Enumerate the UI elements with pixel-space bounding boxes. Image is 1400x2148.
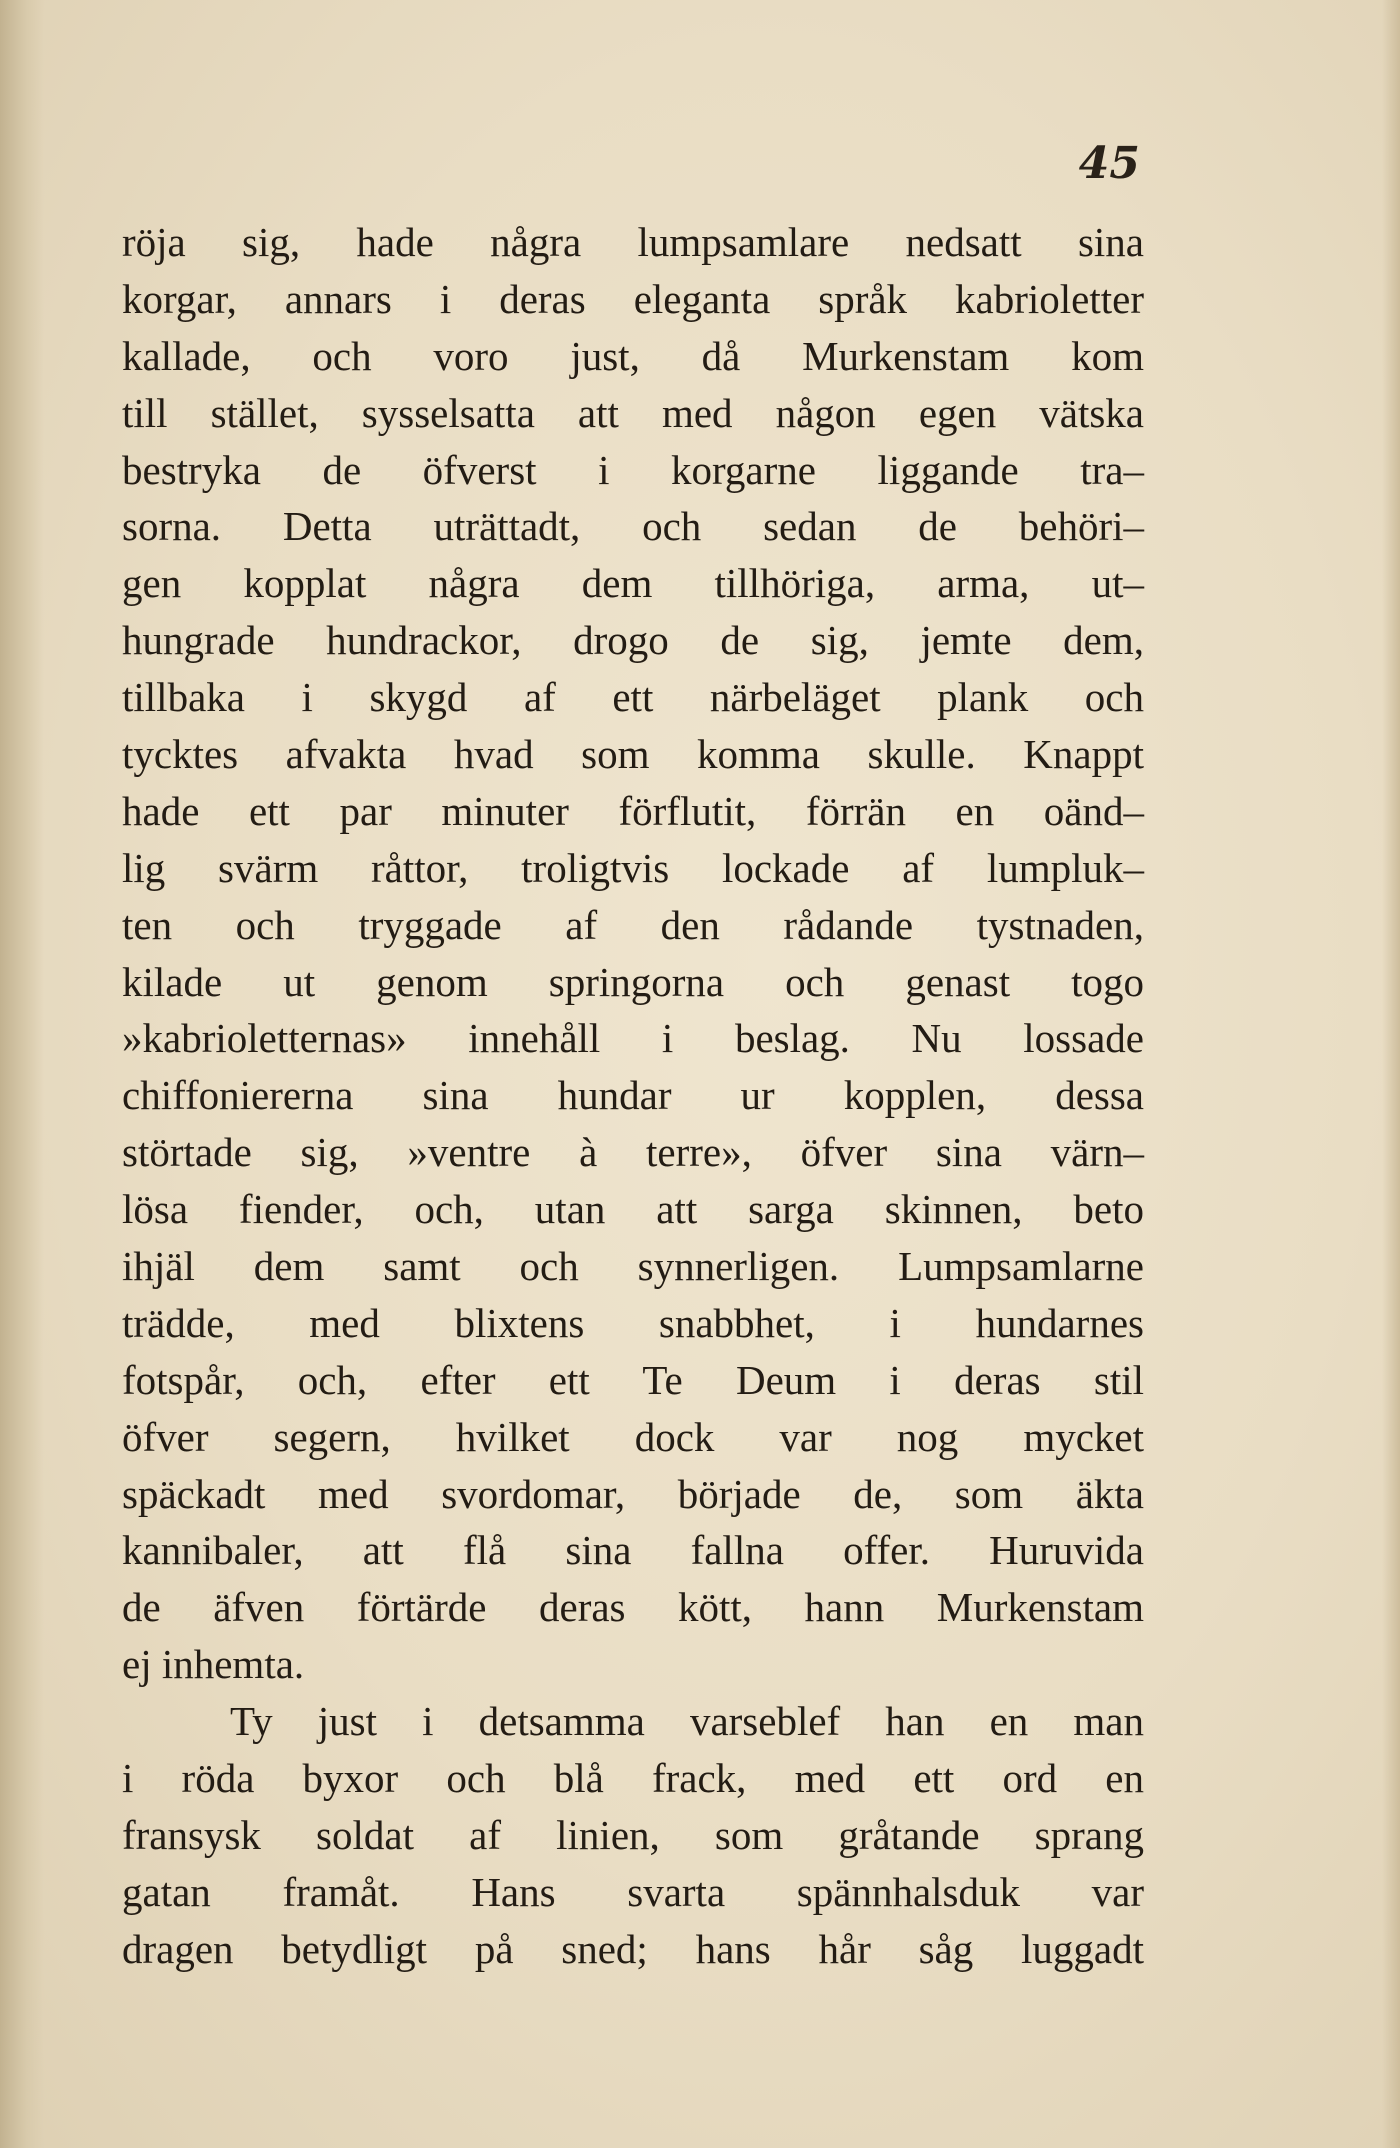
- text-line: chiffoniererna sina hundar ur kopplen, dessa: [122, 1072, 1144, 1119]
- text-line: i röda byxor och blå frack, med ett ord en: [122, 1755, 1144, 1802]
- body-text: [122, 214, 1144, 1978]
- text-line: hungrade hundrackor, drogo de sig, jemte dem,: [122, 617, 1144, 664]
- page-number: 45: [1078, 138, 1140, 189]
- text-line: bestryka de öfverst i korgarne liggande tra–: [122, 446, 1144, 493]
- text-line-paragraph-end: ej inhemta.: [122, 1641, 305, 1688]
- text-line: lig svärm råttor, troligtvis lockade af lumpluk–: [122, 844, 1144, 891]
- text-line: gatan framåt. Hans svarta spännhalsduk var: [122, 1868, 1144, 1915]
- text-line: fransysk soldat af linien, som gråtande sprang: [122, 1811, 1144, 1858]
- text-line-paragraph-start: Ty just i detsamma varseblef han en man: [230, 1698, 1144, 1745]
- page-gutter-shadow: [0, 0, 44, 2148]
- text-line: korgar, annars i deras eleganta språk kabrioletter: [122, 275, 1144, 322]
- text-line: fotspår, och, efter ett Te Deum i deras stil: [122, 1356, 1144, 1403]
- text-line: sorna. Detta uträttadt, och sedan de behöri–: [122, 503, 1144, 550]
- text-line: de äfven förtärde deras kött, hann Murkenstam: [122, 1584, 1144, 1631]
- text-line: gen kopplat några dem tillhöriga, arma, ut–: [122, 560, 1144, 607]
- text-line: lösa fiender, och, utan att sarga skinnen, beto: [122, 1186, 1144, 1233]
- text-line: kannibaler, att flå sina fallna offer. Huruvida: [122, 1527, 1144, 1574]
- text-line: trädde, med blixtens snabbhet, i hundarnes: [122, 1299, 1144, 1346]
- text-line: tycktes afvakta hvad som komma skulle. Knappt: [122, 731, 1144, 778]
- text-line: störtade sig, »ventre à terre», öfver sina värn–: [122, 1129, 1144, 1176]
- text-line: öfver segern, hvilket dock var nog mycket: [122, 1413, 1144, 1460]
- text-line: kallade, och voro just, då Murkenstam kom: [122, 332, 1144, 379]
- text-line: kilade ut genom springorna och genast togo: [122, 958, 1144, 1005]
- text-line: hade ett par minuter förflutit, förrän en oänd–: [122, 787, 1144, 834]
- text-line: »kabrioletternas» innehåll i beslag. Nu lossade: [122, 1015, 1144, 1062]
- text-line: röja sig, hade några lumpsamlare nedsatt sina: [122, 219, 1144, 265]
- text-line: ten och tryggade af den rådande tystnaden,: [122, 901, 1144, 948]
- text-line: tillbaka i skygd af ett närbeläget plank och: [122, 674, 1144, 721]
- text-line: ihjäl dem samt och synnerligen. Lumpsamlarne: [122, 1243, 1144, 1290]
- text-line: till stället, sysselsatta att med någon egen vätska: [122, 389, 1144, 436]
- text-line: späckadt med svordomar, började de, som äkta: [122, 1470, 1144, 1517]
- text-line: dragen betydligt på sned; hans hår såg luggadt: [122, 1925, 1144, 1972]
- page-edge-shadow: [1382, 0, 1400, 2148]
